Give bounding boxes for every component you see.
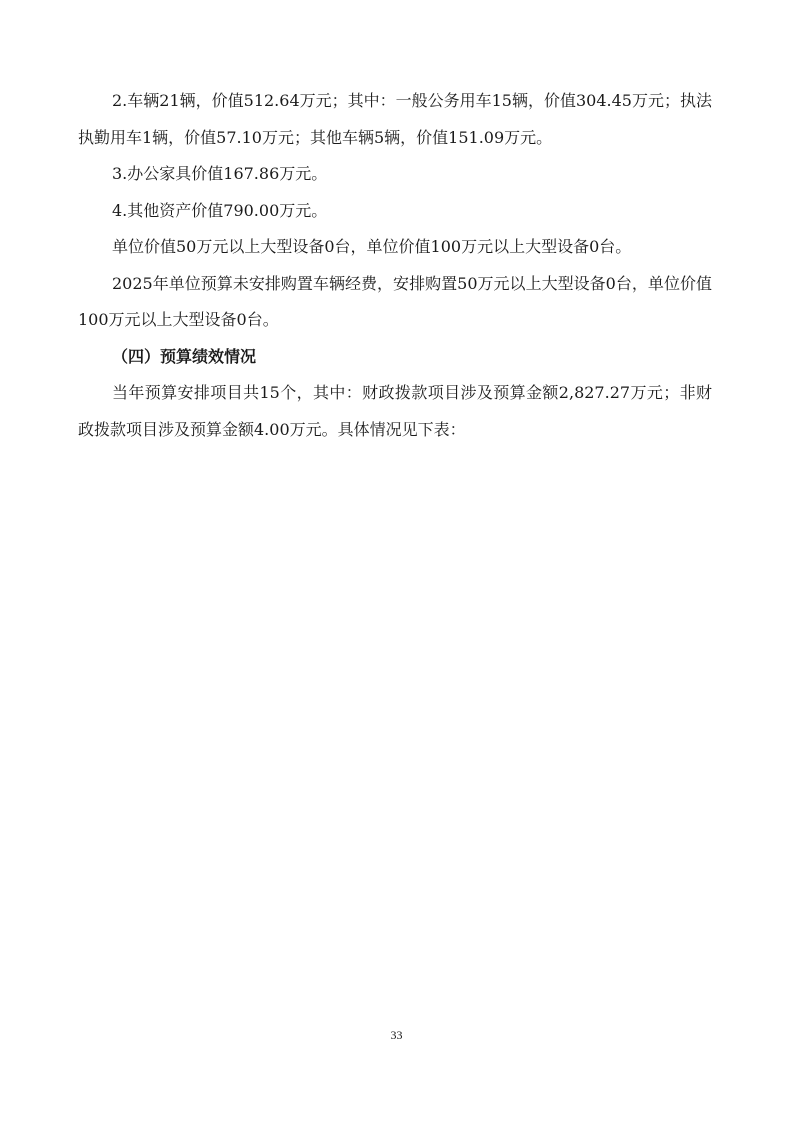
document-body xyxy=(78,83,712,448)
large-equipment-paragraph: 单位价值50万元以上大型设备0台，单位价值100万元以上大型设备0台。 xyxy=(112,237,632,256)
page-number: 33 xyxy=(390,1028,403,1042)
budget-2025-paragraph: 2025年单位预算未安排购置车辆经费，安排购置50万元以上大型设备0台，单位价值100万元以上大型设备0台。 xyxy=(78,273,712,329)
office-furniture-paragraph: 3.办公家具价值167.86万元。 xyxy=(112,164,328,183)
vehicle-assets-paragraph: 2.车辆21辆，价值512.64万元；其中：一般公务用车15辆，价值304.45万元；执法执勤用车1辆，价值57.10万元；其他车辆5辆，价值151.09万元。 xyxy=(78,91,712,147)
performance-paragraph: 当年预算安排项目共15个，其中：财政拨款项目涉及预算金额2,827.27万元；非财政拨款项目涉及预算金额4.00万元。具体情况见下表： xyxy=(78,383,712,439)
section-heading-performance: （四）预算绩效情况 xyxy=(112,346,257,366)
other-assets-paragraph: 4.其他资产价值790.00万元。 xyxy=(112,200,328,220)
